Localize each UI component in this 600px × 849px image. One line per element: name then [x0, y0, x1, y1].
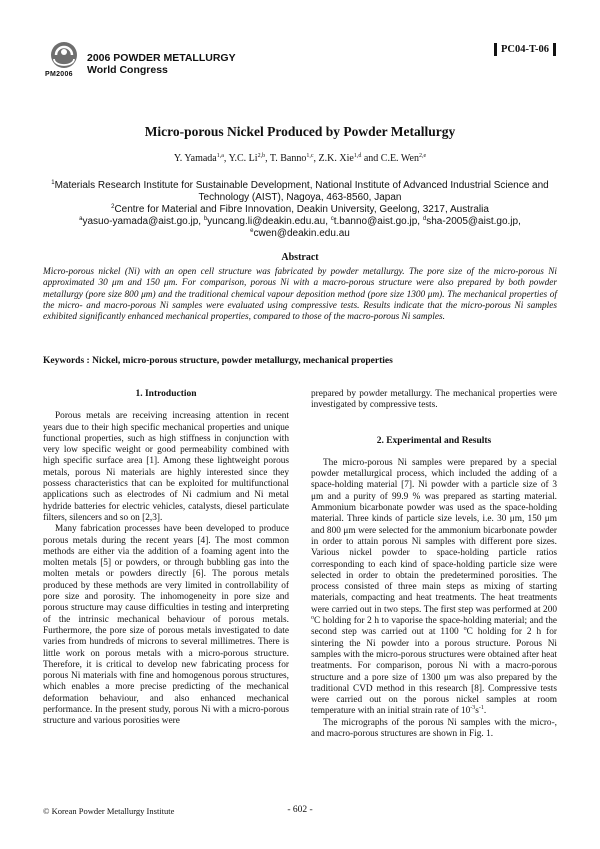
author-name: Z.K. Xie: [318, 153, 354, 164]
author-name: Y. Yamada: [173, 153, 217, 164]
intro-paragraph-continued: prepared by powder metallurgy. The mechanical properties were investigated by compressive tests.: [311, 389, 557, 411]
email-link[interactable]: sha-2005@aist.go.jp: [426, 216, 519, 227]
right-column: [311, 389, 557, 740]
abstract-heading: Abstract: [281, 252, 319, 263]
author-list: Y. Yamada$^{1,a}$, Y.C. Li$^{2,b}$, T. Banno$^{1,c}$, Z.K. Xie$^{1,d}$ and C.E. Wen$^{2,e}$: [173, 153, 427, 164]
abstract-text: Micro-porous nickel (Ni) with an open cell structure was fabricated by powder metallurgy. The pore size of the micro-porous Ni approximated 30 μm and 150 μm. For comparison, porous Ni with a macro-porous structure were also prepared by both powder metallurgy (pore size 800 μm) and the traditional chemical vapour deposition method (pore size 1300 μm). The mechanical properties of the micro- and macro-porous Ni samples were evaluated using compressive tests. Results indicate that the micro-porous Ni samples exhibited significantly enhanced mechanical properties, compared to those of the macro-porous Ni samples.: [43, 267, 557, 323]
email-link[interactable]: cwen@deakin.edu.au: [253, 228, 350, 239]
event-title-line1: 2006 POWDER METALLURGY: [87, 52, 236, 64]
event-title: [87, 52, 236, 76]
left-column: [43, 389, 289, 728]
footer-copyright: © Korean Powder Metallurgy Institute: [43, 806, 175, 816]
email-link[interactable]: yuncang.li@deakin.edu.au: [207, 216, 326, 227]
experimental-paragraph-1: The micro-porous Ni samples were prepared by a special powder metallurgical process, which included the adding of a space-holding material [7]. Ni powder with a particle size of 3 μm and a purity of 99.9 % was prepared as starting material. Ammonium bicarbonate powder was used as the space-holding material. Three kinds of particle size levels, i.e. 30 μm, 150 μm and 800 μm were selected for the ammonium bicarbonate powder in order to attain porous Ni samples with different pore sizes. Various nickel powder to space-holding particle ratios corresponding to each kind of space-holding particle size were selected in order to obtain the predetermined porosities. The process consisted of three main steps as mixing of starting materials, compacting and heat treatments. The heat treatments were carried out in two steps. The first step was performed at 200 $^o$C holding for 2 h to vaporise the space-holding material; and the second step was carried out at 1100 $^o$C holding for 2 h for sintering the Ni powder into a porous structure. Porous Ni samples with the micro-porous structures were obtained after heat treatments. For comparison, porous Ni with a macro-porous structure and a pore size of 1300 μm was also prepared by the traditional CVD method in this research [8]. Compressive tests were carried out on the porous nickel samples at room temperature with an initial strain rate of $10^{-3}s^{-1}$.: [311, 457, 557, 717]
email-list: $^a$yasuo-yamada@aist.go.jp, $^b$yuncang.li@deakin.edu.au, $^c$t.banno@aist.go.jp, $^d$sha-2005@aist.go.jp,: [79, 216, 521, 227]
paper-code: PC04-T-06: [494, 43, 556, 56]
intro-paragraph-1: Porous metals are receiving increasing attention in recent years due to their high specific mechanical properties and unique functional properties, such as high stiffness in conjunction with very low specific weight or good permeability combined with high specific surface area [1]. Among these lightweight porous metals, porous Ni materials are highly interested since they possess characteristics that can be exploited for multifunctional applications such as electrodes of Ni cadmium and Ni metal hydride batteries for electric vehicles, catalysts, diesel particulate filters, silencers and so on [2,3].: [43, 411, 289, 523]
paper-title: Micro-porous Nickel Produced by Powder Metallurgy: [144, 124, 456, 139]
author-sup: 2,b: [257, 153, 266, 159]
keywords: Keywords : Nickel, micro-porous structure, powder metallurgy, mechanical properties: [43, 356, 393, 366]
author-name: C.E. Wen: [380, 153, 419, 164]
affiliation-1: $^1$Materials Research Institute for Sustainable Development, National Institute of Advanced Industrial Science and Technology (AIST), Nagoya, 463-8560, Japan: [51, 180, 549, 203]
author-sup: 1,a: [216, 153, 224, 159]
page-number: - 602 -: [287, 805, 313, 815]
email-link[interactable]: t.banno@aist.go.jp: [333, 216, 418, 227]
email-link[interactable]: yasuo-yamada@aist.go.jp: [82, 216, 199, 227]
affiliation-2: $^2$Centre for Material and Fibre Innovation, Deakin University, Geelong, 3217, Australia: [111, 204, 489, 215]
author-sup: 1,d: [353, 153, 362, 159]
email-list-continued: $^e$cwen@deakin.edu.au: [250, 228, 350, 239]
author-name: Y.C. Li: [228, 153, 258, 164]
affiliations: [30, 180, 570, 240]
section-heading-experimental: 2. Experimental and Results: [376, 435, 492, 446]
author-name: T. Banno: [269, 153, 307, 164]
author-sup: 2,e: [418, 153, 427, 159]
experimental-paragraph-2: The micrographs of the porous Ni samples with the micro-, and macro-porous structures are shown in Fig. 1.: [311, 717, 557, 740]
pm2006-label: PM2006: [45, 71, 73, 78]
intro-paragraph-2: Many fabrication processes have been developed to produce porous metals during the recent years [4]. The most common methods are either via the addition of a foaming agent into the molten metals [5] or powders, or through bubbling gas into the molten metals or powders directly [6]. The porous metals produced by these methods are very limited in controllability of pore size and porosity. The inhomogeneity in pore size and porous structure may cause difficulties in testing and interpreting of the intrinsic mechanical behaviour of porous metals. Furthermore, the pore size of porous metals investigated to date varies from hundreds of microns to several millimetres. There is little work on porous metals with a micro-porous structure. Therefore, it is critical to develop new fabricating process for porous Ni materials with fine and homogenous porous structures, which enables a more precise predicting of the mechanical deformation behaviour, and also enhanced mechanical performance. In the present study, porous Ni with a micro-porous structure and various porosities were: [43, 524, 289, 727]
author-sup: 1,c: [306, 153, 314, 159]
event-title-line2: World Congress: [87, 64, 168, 76]
section-heading-introduction: 1. Introduction: [135, 389, 197, 399]
